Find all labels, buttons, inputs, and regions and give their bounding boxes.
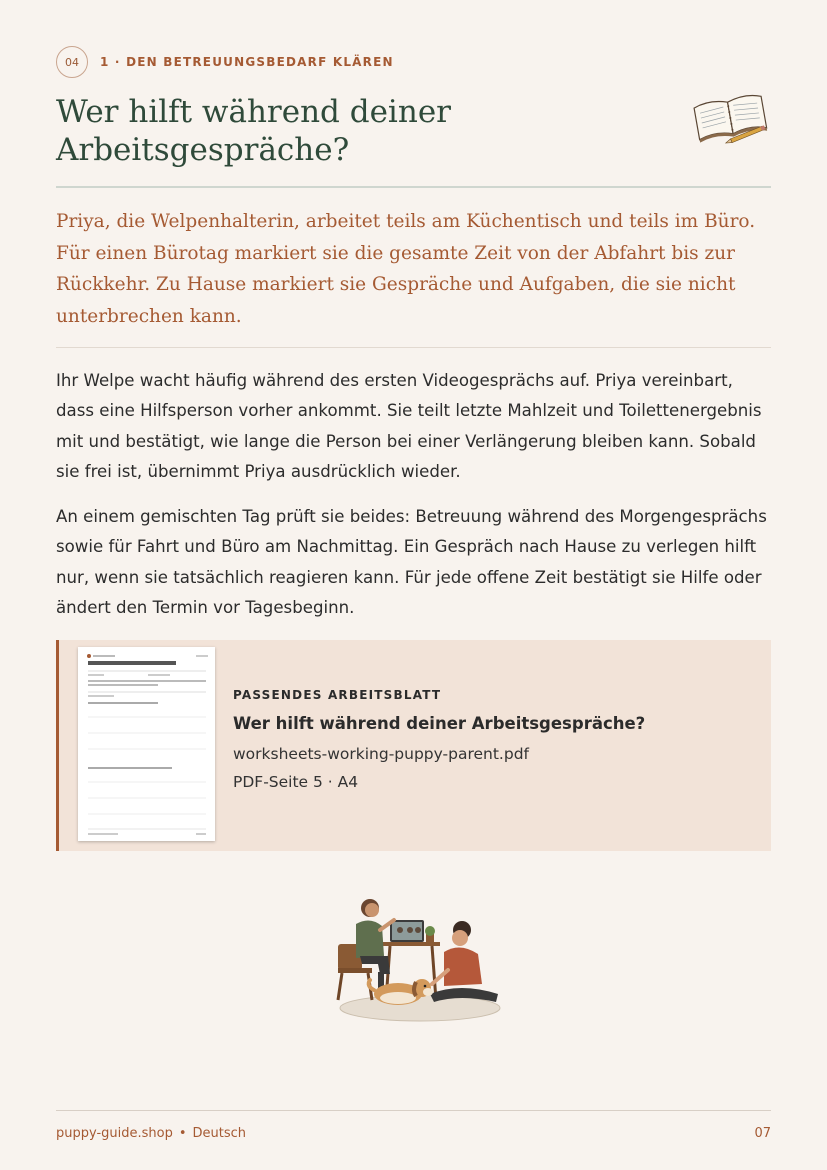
chapter-marker xyxy=(56,46,394,78)
page-title: Wer hilft während deiner Arbeitsgespräche? xyxy=(56,94,451,168)
footer-divider xyxy=(56,1110,771,1111)
working-parent-puppy-illustration xyxy=(330,890,505,1025)
worksheet-page-info: PDF-Seite 5 · A4 xyxy=(233,773,359,791)
worksheet-info xyxy=(233,688,645,791)
worksheet-title[interactable]: Wer hilft während deiner Arbeitsgespräche? xyxy=(233,714,646,733)
chapter-number-badge: 04 xyxy=(56,46,88,78)
footer-site-info: puppy-guide.shop • Deutsch xyxy=(56,1126,247,1141)
body-paragraph-2: An einem gemischten Tag prüft sie beides: Betreuung während des Morgengesprächs sowie für Fahrt und Büro am Nachmittag. Ein Gespräch nach Hause zu verlegen hilft nur, wenn sie tatsächlich reagieren kann. Für jede offene Zeit bestätigt sie Hilfe oder ändert den Termin vor Tagesbeginn. xyxy=(56,507,767,617)
chapter-label: 1 · DEN BETREUUNGSBEDARF KLÄREN xyxy=(100,55,394,69)
worksheet-callout[interactable] xyxy=(56,640,771,851)
worksheet-kicker: PASSENDES ARBEITSBLATT xyxy=(233,688,442,702)
worksheet-filename[interactable]: worksheets-working-puppy-parent.pdf xyxy=(233,745,529,763)
notebook-pencil-icon xyxy=(690,88,770,144)
body-paragraph-1: Ihr Welpe wacht häufig während des ersten Videogesprächs auf. Priya vereinbart, dass eine Hilfsperson vorher ankommt. Sie teilt letzte Mahlzeit und Toilettenergebnis mit und bestätigt, wie lange die Person bei einer Verlängerung bleiben kann. Sobald sie frei ist, übernimmt Priya ausdrücklich wieder. xyxy=(56,371,762,481)
footer-language: Deutsch xyxy=(192,1126,247,1141)
title-divider xyxy=(56,186,771,188)
lead-divider xyxy=(56,347,771,348)
page-number: 07 xyxy=(754,1126,771,1141)
footer-site-link[interactable]: puppy-guide.shop xyxy=(56,1126,173,1141)
lead-paragraph: Priya, die Welpenhalterin, arbeitet teils am Küchentisch und teils im Büro. Für einen Bürotag markiert sie die gesamte Zeit von der Abfahrt bis zur Rückkehr. Zu Hause markiert sie Gespräche und Aufgaben, die sie nicht unterbrechen kann. xyxy=(56,211,756,327)
worksheet-thumbnail xyxy=(78,647,215,841)
